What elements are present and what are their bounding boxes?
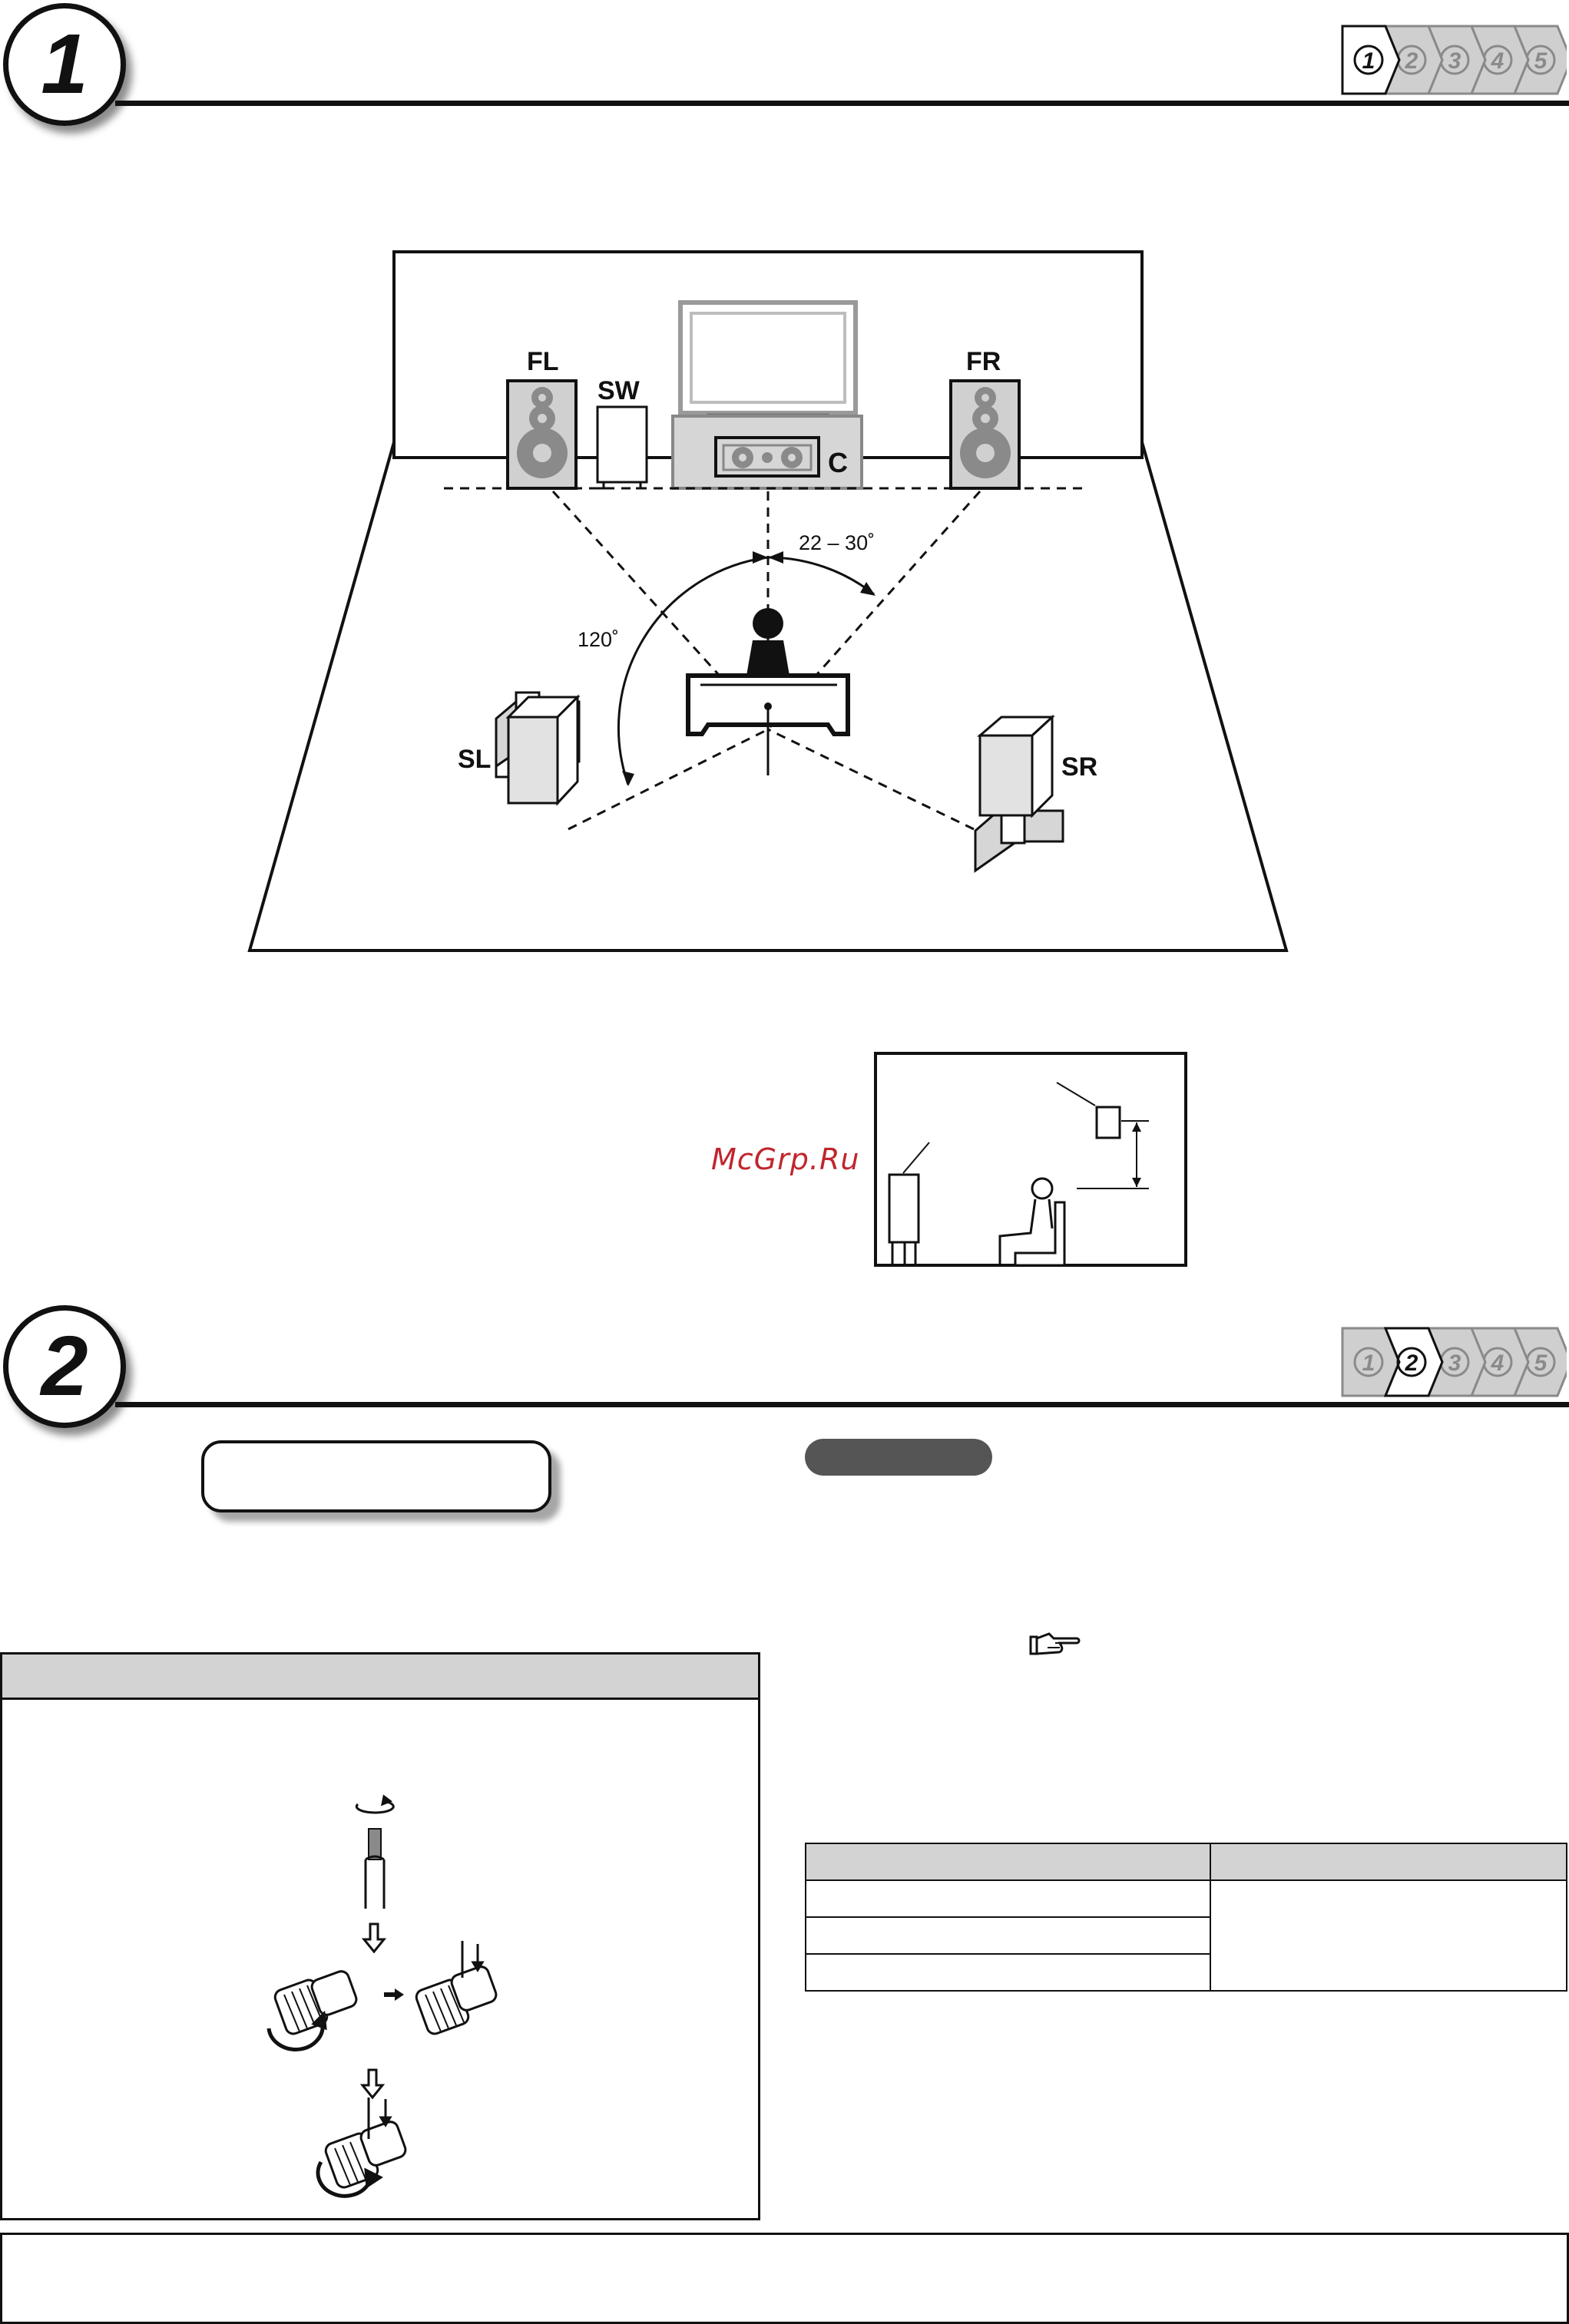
wire-connection-illustration — [253, 1793, 515, 2208]
step-number-3: 3 — [1448, 48, 1461, 74]
bottom-note-box — [0, 2233, 1569, 2324]
table-row-1-cell — [806, 1880, 1210, 1917]
step-number-5: 5 — [1534, 1350, 1547, 1376]
front-left-label: FL — [527, 347, 559, 376]
right-arrow-icon — [384, 1988, 404, 2001]
side-view-diagram — [874, 1052, 1187, 1268]
table-merged-cell — [1210, 1880, 1567, 1991]
section-2-number: 2 — [41, 1319, 88, 1413]
step-number-4: 4 — [1491, 48, 1504, 74]
surround-right-label: SR — [1061, 752, 1098, 782]
table-row-2-cell — [806, 1917, 1210, 1954]
section-2-step-indicator — [1336, 1325, 1567, 1399]
section-2-rule — [115, 1402, 1569, 1407]
section-2-badge — [3, 1305, 126, 1428]
section-1-badge — [3, 3, 126, 126]
twist-arrow-icon — [356, 1797, 393, 1813]
down-arrow-icon — [364, 1924, 384, 1952]
down-arrow-icon-2 — [362, 2070, 382, 2098]
table-row-3-cell — [806, 1954, 1210, 1991]
step-number-4: 4 — [1491, 1350, 1504, 1376]
surround-left-speaker — [496, 693, 579, 803]
angle-arcs — [618, 557, 874, 785]
center-speaker-label: C — [828, 447, 848, 478]
front-left-speaker — [508, 381, 576, 488]
pointing-hand-icon — [1028, 1631, 1081, 1658]
front-right-label: FR — [966, 347, 1001, 376]
step-chevron-1 — [1342, 26, 1399, 94]
step-number-1: 1 — [1362, 1350, 1375, 1376]
tv-icon — [680, 302, 856, 425]
note-pill — [805, 1439, 992, 1476]
watermark: McGrp.Ru — [711, 1142, 860, 1176]
front-angle-label: 22 – 30˚ — [799, 531, 876, 554]
step-number-2: 2 — [1405, 1350, 1418, 1376]
terminal-insert-icon — [414, 1941, 498, 2036]
surround-angle-label: 120˚ — [578, 628, 620, 651]
subwoofer-speaker — [597, 407, 647, 488]
terminal-tighten-icon — [318, 2098, 408, 2196]
section-1-step-indicator — [1336, 23, 1567, 97]
step-number-2: 2 — [1405, 48, 1418, 74]
terminal-loosen-icon — [269, 1969, 359, 2050]
table-header-cell-2 — [1210, 1843, 1567, 1880]
step-number-1: 1 — [1362, 48, 1375, 74]
speaker-wire-icon — [366, 1829, 384, 1909]
subwoofer-label: SW — [597, 376, 640, 405]
speaker-setup-label-box — [201, 1440, 551, 1512]
speaker-impedance-table — [805, 1843, 1567, 1992]
speaker-layout-diagram — [230, 238, 1306, 960]
listener-icon — [746, 608, 789, 676]
surround-right-speaker — [975, 717, 1063, 871]
wiring-panel-header — [2, 1655, 758, 1700]
front-right-speaker — [951, 381, 1019, 488]
section-1-rule — [115, 101, 1569, 106]
section-1-number: 1 — [41, 17, 88, 111]
table-header-cell-1 — [806, 1843, 1210, 1880]
step-number-3: 3 — [1448, 1350, 1461, 1376]
surround-left-label: SL — [458, 745, 492, 774]
step-number-5: 5 — [1534, 48, 1547, 74]
